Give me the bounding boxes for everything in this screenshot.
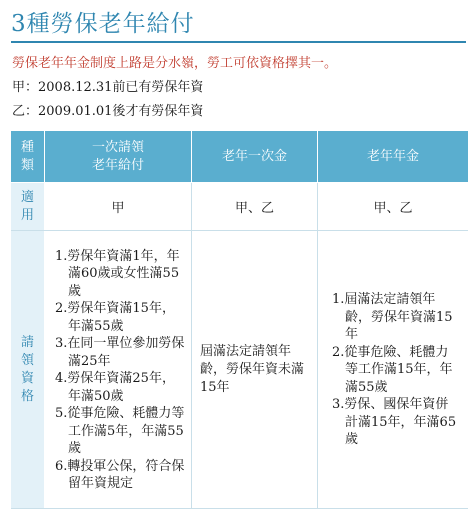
intro-line-b: 乙：2009.01.01後才有勞保年資 (12, 104, 204, 119)
list-item: 1.勞保年資滿1年，年滿60歲或女性滿55歲 (55, 248, 180, 299)
list-item: 4.勞保年資滿25年，年滿50歲 (55, 371, 175, 404)
eligibility-col2: 屆滿法定請領年齡，勞保年資未滿15年 (192, 231, 317, 509)
list-item: 3.在同一單位參加勞保滿25年 (55, 336, 185, 369)
row-label-applicable-text: 適用 (20, 189, 34, 223)
list-item: 5.從事危險、耗體力等工作滿5年，年滿55歲 (55, 406, 185, 456)
header-corner-label: 種類 (20, 139, 34, 173)
intro-line-a: 甲：2008.12.31前已有勞保年資 (12, 80, 204, 95)
applicable-col1: 甲 (45, 183, 191, 230)
page-title: 3種勞保老年給付 (11, 11, 195, 37)
table-bottom-border (11, 508, 468, 509)
header-col-one-time: 老年一次金 (192, 131, 317, 182)
list-item: 3.勞保、國保年資併計滿15年，年滿65歲 (332, 397, 457, 448)
intro-block (12, 52, 468, 124)
column-divider (191, 183, 192, 509)
eligibility-col3 (318, 231, 468, 509)
applicable-col3: 甲、乙 (318, 183, 468, 230)
row-label-applicable (11, 183, 44, 230)
header-corner (11, 131, 44, 182)
eligibility-col1 (45, 231, 191, 509)
title-underline (11, 41, 466, 43)
list-item: 1.屆滿法定請領年齡，勞保年資滿15年 (332, 292, 453, 343)
eligibility-col3-list (332, 291, 458, 449)
header-col-lump-sum-old-age: 一次請領 老年給付 (45, 131, 191, 182)
column-divider (317, 183, 318, 509)
intro-lead: 勞保老年年金制度上路是分水嶺，勞工可依資格擇其一。 (12, 56, 338, 71)
row-label-eligibility (11, 231, 44, 509)
list-item: 6.轉投軍公保，符合保留年資規定 (55, 458, 185, 491)
header-col-annuity: 老年年金 (318, 131, 468, 182)
eligibility-col1-list (55, 248, 185, 493)
list-item: 2.勞保年資滿15年，年滿55歲 (55, 301, 175, 334)
applicable-col2: 甲、乙 (192, 183, 317, 230)
benefit-table (11, 131, 468, 509)
list-item: 2.從事危險、耗體力等工作滿15年，年滿55歲 (332, 344, 453, 395)
row-label-eligibility-text: 請領資格 (20, 335, 34, 404)
